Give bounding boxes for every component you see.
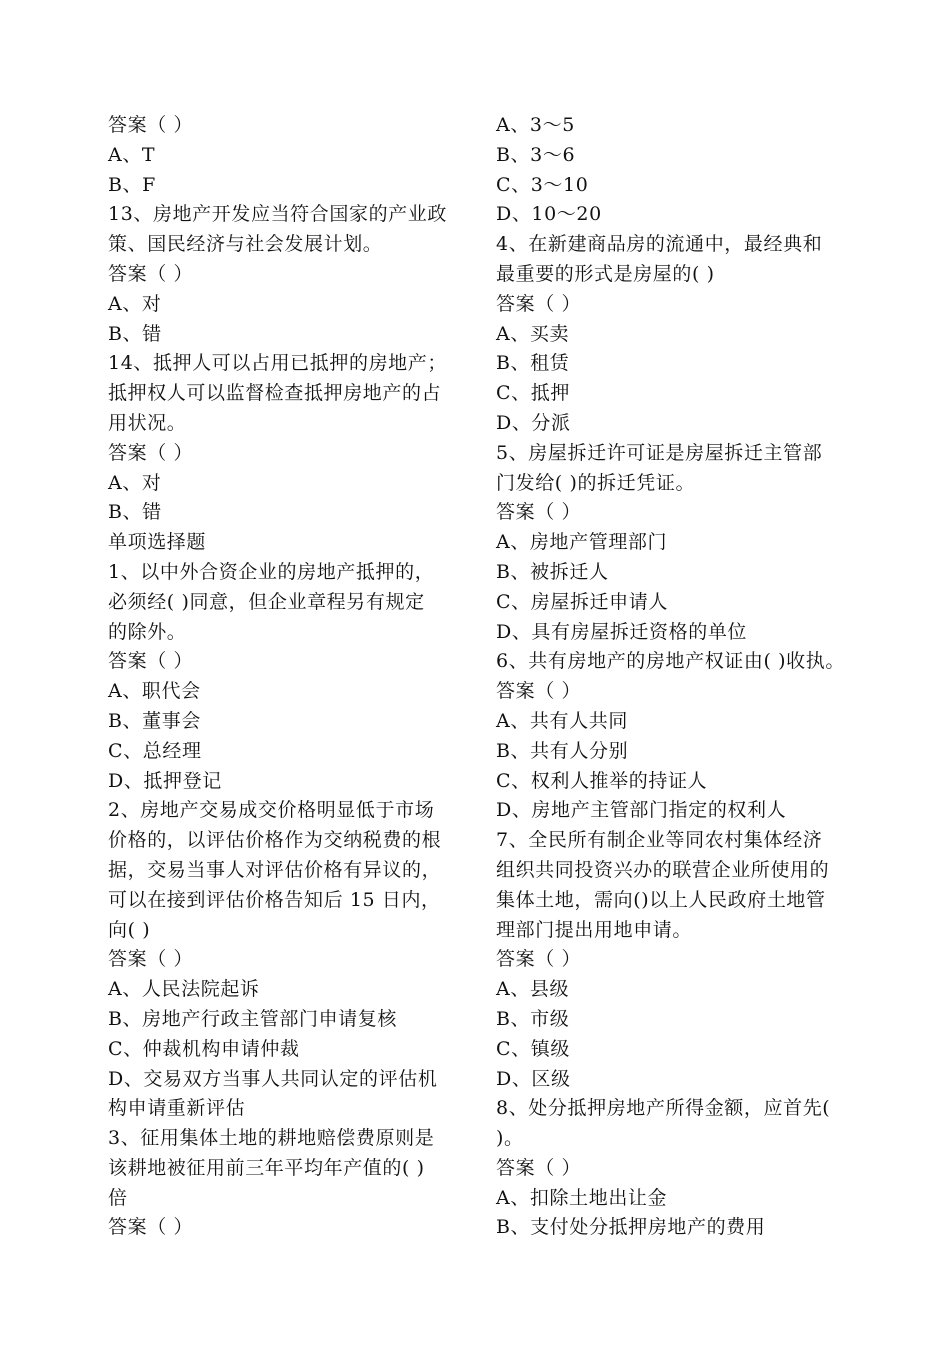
text-line: A、扣除土地出让金 bbox=[496, 1186, 668, 1209]
text-line: A、共有人共同 bbox=[496, 709, 628, 732]
text-line: D、10～20 bbox=[496, 203, 602, 226]
text-line: 5、房屋拆迁许可证是房屋拆迁主管部 bbox=[496, 441, 823, 464]
text-line: B、房地产行政主管部门申请复核 bbox=[108, 1007, 397, 1030]
text-line: A、人民法院起诉 bbox=[108, 978, 260, 1001]
text-line: 向( ) bbox=[108, 918, 151, 941]
text-line: C、镇级 bbox=[496, 1037, 570, 1060]
text-line: 答案（ ） bbox=[496, 501, 582, 524]
text-line: 8、处分抵押房地产所得金额，应首先( bbox=[496, 1097, 831, 1120]
text-line: C、仲裁机构申请仲裁 bbox=[108, 1037, 300, 1060]
text-line: 3、征用集体土地的耕地赔偿费原则是 bbox=[108, 1127, 435, 1150]
text-line: B、共有人分别 bbox=[496, 739, 629, 762]
text-line: 理部门提出用地申请。 bbox=[496, 918, 693, 941]
text-line: B、3～6 bbox=[496, 143, 576, 166]
text-line: 单项选择题 bbox=[108, 531, 207, 554]
text-line: 倍 bbox=[108, 1186, 128, 1209]
text-line: 据，交易当事人对评估价格有异议的， bbox=[108, 858, 442, 881]
text-line: 最重要的形式是房屋的( ) bbox=[496, 262, 715, 285]
text-line: 策、国民经济与社会发展计划。 bbox=[108, 233, 383, 256]
text-line: 必须经( )同意，但企业章程另有规定 bbox=[108, 590, 425, 613]
text-line: C、3～10 bbox=[496, 173, 589, 196]
left-column bbox=[108, 111, 460, 1243]
text-line: 集体土地，需向()以上人民政府土地管 bbox=[496, 888, 826, 911]
text-line: C、抵押 bbox=[496, 382, 570, 405]
text-line: A、职代会 bbox=[108, 680, 201, 703]
text-line: 答案（ ） bbox=[496, 680, 582, 703]
text-line: 14、抵押人可以占用已抵押的房地产； bbox=[108, 352, 447, 375]
text-line: D、房地产主管部门指定的权利人 bbox=[496, 799, 787, 822]
text-line: B、市级 bbox=[496, 1007, 570, 1030]
text-line: A、对 bbox=[108, 292, 162, 315]
text-line: 答案（ ） bbox=[108, 262, 194, 285]
text-line: 4、在新建商品房的流通中，最经典和 bbox=[496, 233, 823, 256]
text-line: 6、共有房地产的房地产权证由( )收执。 bbox=[496, 650, 845, 673]
text-line: C、权利人推举的持证人 bbox=[496, 769, 708, 792]
text-line: B、租赁 bbox=[496, 352, 570, 375]
text-line: )。 bbox=[496, 1127, 524, 1150]
text-line: 答案（ ） bbox=[108, 650, 194, 673]
text-line: 1、以中外合资企业的房地产抵押的， bbox=[108, 560, 435, 583]
text-line: 答案（ ） bbox=[108, 1216, 194, 1239]
text-line: C、房屋拆迁申请人 bbox=[496, 590, 668, 613]
text-line: B、被拆迁人 bbox=[496, 560, 609, 583]
text-line: 7、全民所有制企业等同农村集体经济 bbox=[496, 829, 823, 852]
right-column bbox=[496, 111, 848, 1243]
text-line: 答案（ ） bbox=[108, 948, 194, 971]
text-line: 答案（ ） bbox=[496, 1156, 582, 1179]
text-line: 可以在接到评估价格告知后 15 日内， bbox=[108, 888, 441, 911]
text-line: 门发给( )的拆迁凭证。 bbox=[496, 471, 696, 494]
text-line: D、分派 bbox=[496, 411, 571, 434]
text-line: A、对 bbox=[108, 471, 162, 494]
text-line: B、错 bbox=[108, 322, 162, 345]
text-line: B、错 bbox=[108, 501, 162, 524]
text-line: D、区级 bbox=[496, 1067, 571, 1090]
text-line: 答案（ ） bbox=[496, 948, 582, 971]
text-line: C、总经理 bbox=[108, 739, 202, 762]
text-line: D、具有房屋拆迁资格的单位 bbox=[496, 620, 748, 643]
text-line: 13、房地产开发应当符合国家的产业政 bbox=[108, 203, 447, 226]
text-line: B、董事会 bbox=[108, 709, 201, 732]
text-line: 答案（ ） bbox=[108, 114, 194, 136]
text-line: A、T bbox=[108, 143, 156, 166]
text-line: 组织共同投资兴办的联营企业所使用的 bbox=[496, 858, 830, 881]
text-line: 构申请重新评估 bbox=[108, 1097, 246, 1120]
text-line: 2、房地产交易成交价格明显低于市场 bbox=[108, 799, 435, 822]
text-line: 答案（ ） bbox=[108, 441, 194, 464]
text-line: A、县级 bbox=[496, 978, 570, 1001]
text-line: 价格的，以评估价格作为交纳税费的根 bbox=[108, 829, 442, 852]
text-line: 用状况。 bbox=[108, 411, 187, 434]
text-line: A、3～5 bbox=[496, 114, 575, 136]
text-line: 答案（ ） bbox=[496, 292, 582, 315]
text-line: B、F bbox=[108, 173, 156, 196]
text-line: B、支付处分抵押房地产的费用 bbox=[496, 1216, 766, 1239]
text-line: A、房地产管理部门 bbox=[496, 531, 668, 554]
text-line: 的除外。 bbox=[108, 620, 187, 643]
text-line: 该耕地被征用前三年平均年产值的( ) bbox=[108, 1156, 425, 1179]
text-line: A、买卖 bbox=[496, 322, 570, 345]
text-line: D、抵押登记 bbox=[108, 769, 222, 792]
text-line: D、交易双方当事人共同认定的评估机 bbox=[108, 1067, 438, 1090]
text-line: 抵押权人可以监督检查抵押房地产的占 bbox=[108, 382, 442, 405]
